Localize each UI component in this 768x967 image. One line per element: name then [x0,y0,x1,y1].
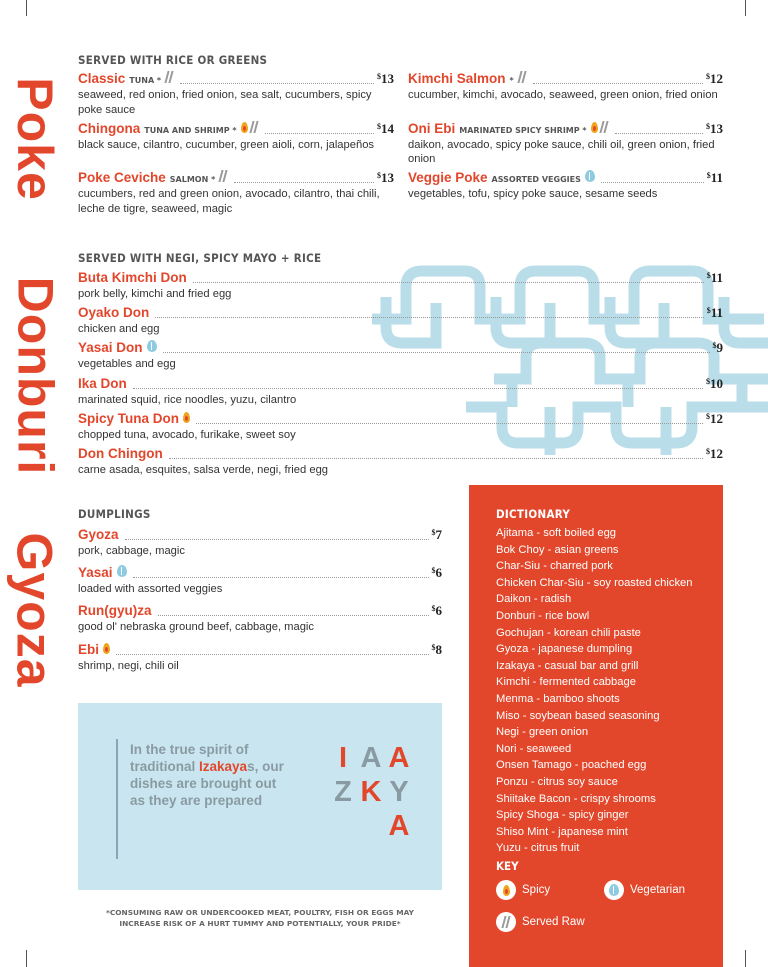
dot-leader [180,83,374,84]
item-description: loaded with assorted veggies [78,583,223,596]
menu-item [78,376,723,408]
menu-item [78,642,442,674]
dot-leader [125,539,429,540]
dot-leader [163,352,710,353]
dictionary-entry: Onsen Tamago - poached egg [496,759,647,772]
menu-item [408,170,723,202]
veg-icon [585,170,595,182]
item-price: $13 [377,170,394,185]
spicy-icon [103,643,110,654]
item-price: $6 [431,603,442,619]
item-price: $10 [706,375,723,391]
logo-letter: Y [389,776,409,808]
logo-letter: A [360,742,382,774]
item-description: pork, cabbage, magic [78,545,185,557]
dot-leader [169,458,703,459]
item-price: $13 [706,120,723,136]
dot-leader [234,182,374,183]
item-name: Yasai [78,565,113,581]
item-name: Oyako Don [78,305,150,321]
dictionary-entry: Shiitake Bacon - crispy shrooms [496,792,656,805]
item-subtitle: SALMON * [169,175,216,184]
raw-icon [496,912,516,932]
izakaya-quote-box [78,703,442,890]
item-price: $11 [706,305,723,321]
item-name: Chingona [78,120,141,136]
item-name: Kimchi Salmon [408,71,506,86]
menu-item [408,71,723,103]
item-description: good ol' nebraska ground beef, cabbage, magic [78,621,314,634]
logo-letter: Z [334,776,352,808]
item-name: Yasai Don [78,340,143,356]
side-title-donburi: Donburi [7,276,64,476]
item-price: $12 [706,71,723,86]
dictionary-entry: Ponzu - citrus soy sauce [496,775,618,788]
dictionary-entry: Gochujan - korean chili paste [496,626,641,639]
donburi-heading: SERVED WITH NEGI, SPICY MAYO + RICE [78,251,322,265]
dictionary-entry: Chicken Char-Siu - soy roasted chicken [496,576,693,589]
item-subtitle: TUNA AND SHRIMP * [144,125,237,135]
raw-icon [250,121,259,133]
item-price: $9 [712,340,723,356]
raw-icon [165,71,174,83]
item-description: chopped tuna, avocado, furikake, sweet soy [78,428,296,441]
side-title-poke: Poke [7,77,64,201]
menu-item [78,71,394,117]
dictionary-entry: Donburi - rice bowl [496,609,590,622]
item-price: $12 [706,410,723,426]
spicy-icon [496,880,516,900]
item-description: cucumber, kimchi, avocado, seaweed, green onion, fried onion [408,89,718,101]
dot-leader [133,577,429,578]
item-price: $14 [377,120,394,136]
item-subtitle: MARINATED SPICY SHRIMP * [459,125,587,135]
quote-divider [116,739,118,859]
dictionary-entry: Bok Choy - asian greens [496,543,619,556]
raw-icon [518,71,527,83]
dictionary-panel [469,485,723,967]
item-description: pork belly, kimchi and fried egg [78,288,232,300]
key-spicy: Spicy [496,880,550,900]
item-description: daikon, avocado, spicy poke sauce, chili oil, green onion, fried onion [408,138,715,165]
item-subtitle: * [509,76,514,85]
logo-letter: A [388,810,410,842]
dictionary-entry: Gyoza - japanese dumpling [496,643,633,656]
item-name: Classic [78,71,126,86]
dot-leader [533,83,703,84]
crop-mark [26,0,27,16]
item-description: seaweed, red onion, fried onion, sea salt, cucumbers, spicy poke sauce [78,89,372,116]
item-price: $11 [706,270,723,285]
menu-item [78,565,442,597]
item-description: vegetables and egg [78,358,176,371]
item-subtitle: TUNA * [129,76,162,85]
item-description: shrimp, negi, chili oil [78,659,179,672]
item-name: Run(gyu)za [78,603,152,619]
menu-item [78,446,723,478]
menu-item [78,603,442,635]
item-name: Oni Ebi [408,120,456,136]
menu-item [408,121,723,167]
dictionary-entry: Daikon - radish [496,593,572,606]
menu-item [78,340,723,372]
crop-mark [745,950,746,967]
dictionary-entry: Char-Siu - charred pork [496,560,613,573]
logo-letter: K [360,776,382,808]
dot-leader [601,182,704,183]
item-name: Don Chingon [78,446,163,461]
menu-item [78,170,394,216]
spicy-icon [591,122,598,133]
item-name: Gyoza [78,527,119,542]
raw-icon [600,121,609,133]
item-name: Veggie Poke [408,170,488,185]
item-price: $11 [706,170,723,185]
dictionary-entry: Ajitama - soft boiled egg [496,527,617,539]
item-price: $8 [431,641,442,657]
item-price: $12 [706,446,723,461]
menu-item [78,270,723,302]
side-title-gyoza: Gyoza [7,532,63,688]
veg-icon [147,340,157,352]
dictionary-entry: Menma - bamboo shoots [496,692,620,705]
dot-leader [155,317,703,318]
dictionary-entry: Nori - seaweed [496,742,572,755]
menu-item [78,305,723,337]
izakaya-logo [330,743,414,863]
menu-item [78,527,442,559]
logo-letter: I [338,742,348,774]
item-description: black sauce, cilantro, cucumber, green aioli, corn, jalapeños [78,138,375,151]
item-subtitle: ASSORTED VEGGIES [491,175,581,184]
item-price: $6 [431,565,442,581]
item-name: Ika Don [78,375,127,391]
dictionary-title: DICTIONARY [496,507,571,521]
gyoza-heading: DUMPLINGS [78,507,151,521]
dot-leader [133,388,703,389]
menu-item [78,411,723,443]
item-price: $7 [431,527,442,542]
item-description: carne asada, esquites, salsa verde, negi, fried egg [78,464,329,476]
item-description: marinated squid, rice noodles, yuzu, cilantro [78,393,297,406]
dot-leader [193,282,704,283]
dictionary-entry: Kimchi - fermented cabbage [496,676,636,689]
quote-text: In the true spirit of traditional Izakayas, our dishes are brought out as they are prepared [130,742,284,808]
dictionary-entry: Izakaya - casual bar and grill [496,659,639,672]
key-raw: Served Raw [496,912,585,932]
key-title: KEY [496,858,519,873]
item-description: vegetables, tofu, spicy poke sauce, sesame seeds [408,188,658,200]
dot-leader [196,423,703,424]
dot-leader [265,133,374,134]
spicy-icon [183,412,190,423]
item-name: Buta Kimchi Don [78,270,187,285]
dictionary-entry: Shiso Mint - japanese mint [496,825,628,838]
logo-letter: A [388,742,410,774]
item-price: $13 [377,71,394,86]
raw-icon [219,170,228,182]
dictionary-entry: Spicy Shoga - spicy ginger [496,809,629,822]
poke-heading: SERVED WITH RICE OR GREENS [78,53,268,67]
veg-icon [117,565,127,577]
item-name: Ebi [78,641,100,657]
menu-item [78,121,394,153]
veg-icon [604,880,624,900]
item-name: Spicy Tuna Don [78,410,180,426]
dictionary-entry: Yuzu - citrus fruit [496,842,580,855]
dictionary-entry: Miso - soybean based seasoning [496,709,660,722]
key-vegetarian: Vegetarian [604,880,685,900]
dot-leader [116,654,428,655]
dot-leader [615,133,703,134]
crop-mark [745,0,746,16]
raw-food-disclaimer: *CONSUMING RAW OR UNDERCOOKED MEAT, POULTRY, FISH OR EGGS MAY INCREASE RISK OF A HURT TUMMY AND POTENTIALLY, YOUR PRIDE* [105,908,415,928]
dot-leader [158,615,429,616]
crop-mark [26,950,27,967]
item-description: chicken and egg [78,323,160,336]
dictionary-entry: Negi - green onion [496,726,589,739]
item-description: cucumbers, red and green onion, avocado, cilantro, thai chili, leche de tigre, seaweed, magic [78,188,380,215]
spicy-icon [241,122,248,133]
item-name: Poke Ceviche [78,170,166,185]
